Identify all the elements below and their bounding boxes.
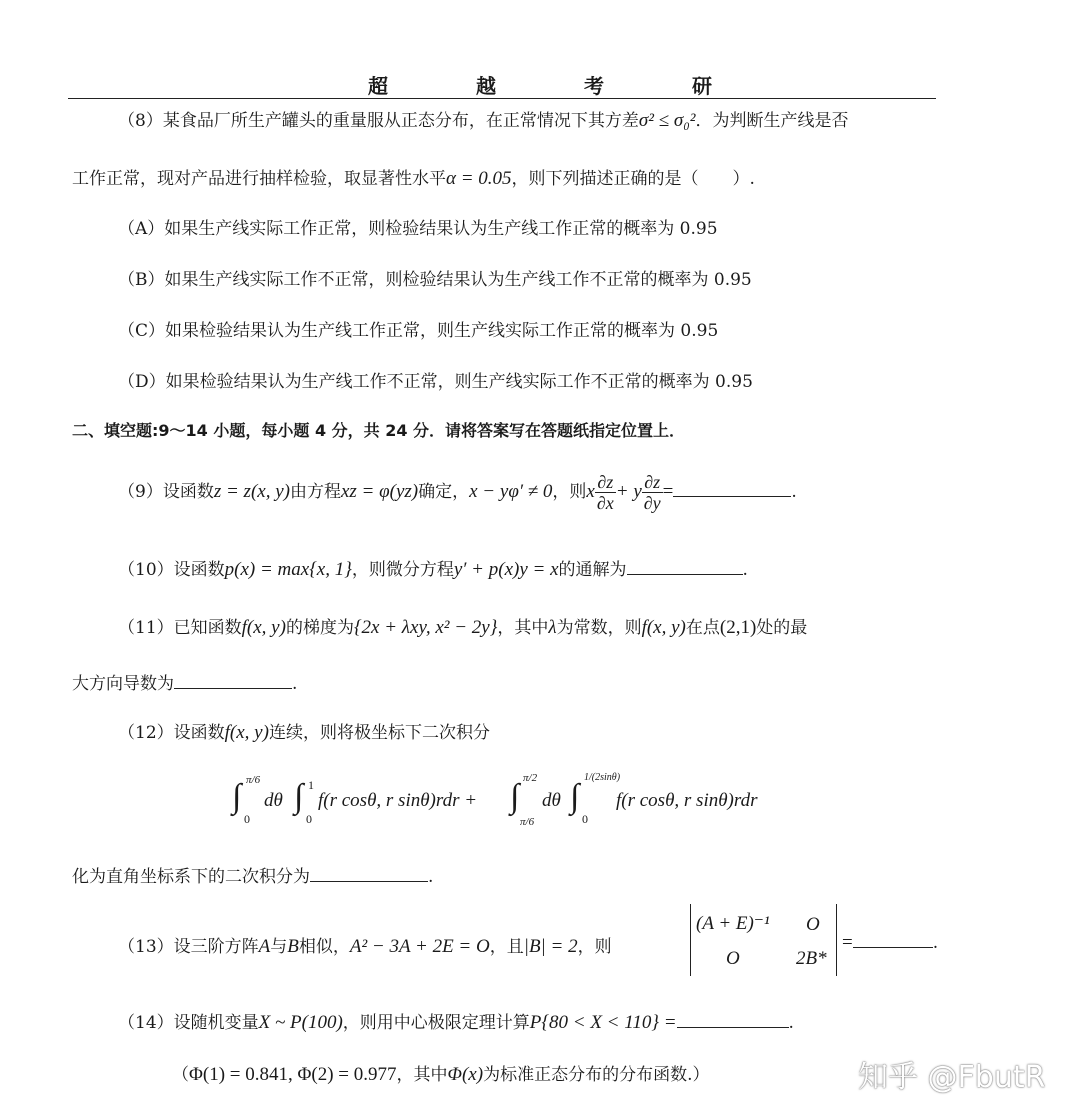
q12-text1: （12）设函数 <box>118 723 225 743</box>
header-char-2: 越 <box>476 74 496 98</box>
q9-frac-1 <box>595 472 616 513</box>
q13-math2: B <box>287 936 299 957</box>
q14-answer-blank[interactable] <box>677 1013 789 1028</box>
q11-text4: 为常数，则 <box>556 618 642 638</box>
q11-math3: λ <box>548 617 557 638</box>
det-bar-left <box>690 904 691 976</box>
q14-end: . <box>788 1013 794 1033</box>
q8-text4: ，则下列描述正确的是（ ）. <box>511 169 755 189</box>
q12-integrand-2: f(r cosθ, r sinθ)rdr <box>616 790 758 811</box>
matrix-m22: 2B* <box>796 948 827 969</box>
q11-text1: （11）已知函数 <box>118 618 242 638</box>
q10-text1: （10）设函数 <box>118 560 225 580</box>
q9-math5: + y <box>615 481 642 502</box>
q11-line-2 <box>72 669 297 694</box>
int4-lower: 0 <box>582 812 588 826</box>
q12-answer-blank[interactable] <box>310 867 428 882</box>
q12-integral <box>232 772 832 836</box>
q8-math1: σ² ≤ σ₀² <box>638 110 696 131</box>
q14-text2: ，则用中心极限定理计算 <box>342 1013 530 1033</box>
q9-line <box>118 472 797 513</box>
q11-text7: 大方向导数为 <box>72 674 174 694</box>
section2-title: 二、填空题:9～14 小题，每小题 4 分，共 24 分．请将答案写在答题纸指定位置上． <box>72 421 686 440</box>
q14-note <box>172 1060 709 1086</box>
q11-line-1 <box>118 613 807 639</box>
header-char-1: 超 <box>368 74 388 98</box>
q14-math2: P{80 < X < 110} = <box>529 1012 677 1033</box>
q11-math2: {2x + λxy, x² − 2y} <box>353 617 498 638</box>
q11-text3: ，其中 <box>497 618 549 638</box>
q9-text4: ，则 <box>552 482 587 502</box>
q13-text3: 相似， <box>298 937 350 957</box>
q13-end: . <box>932 933 939 953</box>
integral-sign-3: ∫ <box>510 778 520 815</box>
q14-line-1 <box>118 1008 794 1034</box>
q9-answer-blank[interactable] <box>673 482 791 497</box>
zhihu-watermark: 知乎 @FbutR <box>858 1060 1046 1095</box>
q8-text2: ．为判断生产线是否 <box>695 111 849 131</box>
q13-math5: = <box>842 932 853 953</box>
q10-text3: 的通解为 <box>558 560 627 580</box>
q11-text2: 的梯度为 <box>285 618 354 638</box>
q12-end: . <box>428 867 434 887</box>
q13-math1: A <box>258 936 271 957</box>
int1-upper: π/6 <box>246 774 261 786</box>
q13-math4: |B| = 2 <box>523 936 578 957</box>
page-header <box>0 70 1080 99</box>
q14-note3: 为标准正态分布的分布函数.） <box>483 1065 710 1085</box>
q13-line <box>118 932 612 958</box>
q9-math1: z = z(x, y) <box>213 481 290 502</box>
q13-text5: ，则 <box>577 937 612 957</box>
matrix-m12: O <box>806 914 820 935</box>
q12-line-2 <box>72 862 433 887</box>
int1-lower: 0 <box>244 812 250 826</box>
q9-text3: 确定， <box>418 482 470 502</box>
q9-frac1-num: ∂z <box>595 472 616 493</box>
q10-math1: p(x) = max{x, 1} <box>224 559 352 580</box>
q9-frac1-den: ∂x <box>596 493 614 513</box>
header-rule <box>68 98 936 99</box>
q14-math1: X ~ P(100) <box>258 1012 343 1033</box>
q8-option-d: （D）如果检验结果认为生产线工作不正常，则生产线实际工作不正常的概率为 0.95 <box>118 372 753 392</box>
int3-dtheta: dθ <box>542 790 561 811</box>
integral-sign-4: ∫ <box>570 778 580 815</box>
int3-lower: π/6 <box>520 816 535 828</box>
q11-math5: (2,1) <box>719 617 757 638</box>
q9-math2: xz = φ(yz) <box>340 481 419 502</box>
q10-line <box>118 555 748 581</box>
q9-frac2-den: ∂y <box>643 493 661 513</box>
q8-text1: （8）某食品厂所生产罐头的重量服从正态分布，在正常情况下其方差 <box>118 111 639 131</box>
int2-lower: 0 <box>306 812 312 826</box>
q9-end: . <box>791 482 797 502</box>
q13-text4: ，且 <box>489 937 524 957</box>
q11-answer-blank[interactable] <box>174 674 292 689</box>
q10-end: . <box>742 560 748 580</box>
q10-text2: ，则微分方程 <box>351 560 454 580</box>
q14-text1: （14）设随机变量 <box>118 1013 259 1033</box>
q12-integrand-1: f(r cosθ, r sinθ)rdr + <box>318 790 478 811</box>
q14-note2: ，其中 <box>396 1065 448 1085</box>
q12-text3: 化为直角坐标系下的二次积分为 <box>72 867 310 887</box>
q9-frac-2 <box>642 472 663 513</box>
q11-text6: 处的最 <box>756 618 808 638</box>
header-char-4: 研 <box>692 74 712 98</box>
q8-text3: 工作正常，现对产品进行抽样检验，取显著性水平 <box>72 169 446 189</box>
int2-upper: 1 <box>308 778 314 792</box>
int3-upper: π/2 <box>523 772 538 784</box>
q12-text2: 连续，则将极坐标下二次积分 <box>268 723 490 743</box>
q9-math4: x <box>586 481 595 502</box>
q9-math6: = <box>662 481 674 502</box>
q8-option-b: （B）如果生产线实际工作不正常，则检验结果认为生产线工作不正常的概率为 0.95 <box>118 270 752 290</box>
q8-option-c: （C）如果检验结果认为生产线工作正常，则生产线实际工作正常的概率为 0.95 <box>118 321 719 341</box>
q9-math3: x − yφ′ ≠ 0 <box>469 481 553 502</box>
q14-note-math2: Φ(x) <box>447 1064 484 1085</box>
header-char-3: 考 <box>584 74 604 98</box>
q14-note1: （ <box>172 1065 189 1085</box>
q9-frac2-num: ∂z <box>642 472 663 493</box>
q12-line-1 <box>118 718 490 744</box>
q11-math1: f(x, y) <box>241 617 286 638</box>
q14-note-math: Φ(1) = 0.841, Φ(2) = 0.977 <box>189 1064 397 1085</box>
q11-text5: 在点 <box>685 618 720 638</box>
q8-line-1 <box>118 106 849 132</box>
q11-math4: f(x, y) <box>641 617 686 638</box>
int1-dtheta: dθ <box>264 790 283 811</box>
matrix-m21: O <box>726 948 740 969</box>
integral-sign-2: ∫ <box>294 778 304 815</box>
q8-math2: α = 0.05 <box>446 168 512 189</box>
q9-text2: 由方程 <box>289 482 341 502</box>
int4-upper: 1/(2sinθ) <box>584 772 621 783</box>
q9-text1: （9）设函数 <box>118 482 214 502</box>
q8-line-2 <box>72 164 755 190</box>
q8-option-a: （A）如果生产线实际工作正常，则检验结果认为生产线工作正常的概率为 0.95 <box>118 219 718 239</box>
q10-math2: y′ + p(x)y = x <box>453 559 559 580</box>
q13-math3: A² − 3A + 2E = O <box>349 936 490 957</box>
q13-answer-blank[interactable] <box>853 933 933 948</box>
det-bar-right <box>836 904 837 976</box>
q13-text2: 与 <box>270 937 288 957</box>
q11-end: . <box>292 674 298 694</box>
integral-sign-1: ∫ <box>232 778 242 815</box>
q12-math1: f(x, y) <box>224 722 269 743</box>
q13-answer-line <box>842 932 938 954</box>
q10-answer-blank[interactable] <box>627 560 743 575</box>
matrix-m11: (A + E)⁻¹ <box>696 913 770 934</box>
q13-text1: （13）设三阶方阵 <box>118 937 259 957</box>
